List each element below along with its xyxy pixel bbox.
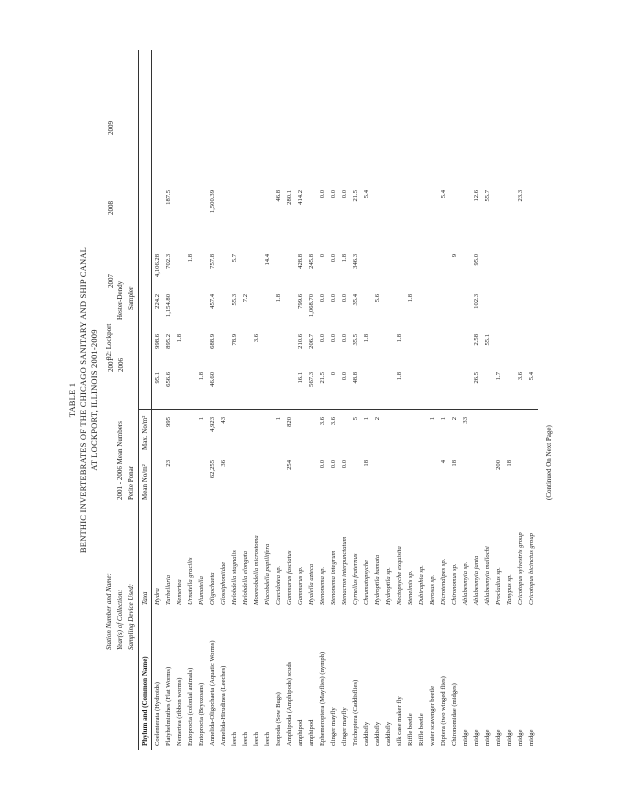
year-2006: 2006: [117, 358, 125, 372]
taxon-cell: Procladius sp.: [495, 567, 502, 605]
value-cell: 55.1: [484, 334, 491, 346]
phylum-cell: midge: [528, 729, 535, 746]
taxon-cell: Chironomus sp.: [451, 563, 458, 605]
phylum-cell: amphipod: [297, 719, 304, 746]
phylum-cell: Riffle beetle: [407, 713, 414, 746]
value-cell: 2: [451, 417, 458, 421]
taxon-cell: Ablabesmyia sp.: [462, 561, 469, 605]
mean-column-header: Mean No/m²: [141, 464, 149, 500]
value-cell: 5.4: [528, 372, 535, 381]
value-cell: 5.7: [231, 254, 238, 263]
mean-numbers-header: 2001 - 2006 Mean Numbers: [116, 421, 124, 500]
taxon-cell: Helobdella stagnalis: [231, 550, 238, 605]
value-cell: 95.0: [473, 254, 480, 266]
value-cell: 23: [165, 460, 172, 467]
phylum-cell: Isopoda (Sow Bugs): [275, 692, 282, 746]
taxon-cell: Plumatella: [198, 576, 205, 605]
value-cell: 1.8: [396, 372, 403, 381]
table-subtitle: AT LOCKPORT, ILLINOIS 2001-2009: [89, 329, 99, 471]
phylum-cell: clinger mayfly: [330, 707, 337, 746]
phylum-cell: silk case maker fly: [396, 696, 403, 746]
value-cell: 0.0: [330, 294, 337, 303]
value-cell: 1: [198, 417, 205, 421]
value-cell: 254: [286, 460, 293, 470]
taxon-cell: Gammarus sp.: [297, 566, 304, 605]
station-label: Station Number and Name:: [105, 573, 113, 650]
value-cell: 1.8: [396, 334, 403, 343]
header-rule: [138, 50, 139, 750]
value-cell: 1.8: [363, 334, 370, 343]
value-cell: 3.6: [319, 417, 326, 426]
value-cell: 102.3: [473, 294, 480, 309]
taxon-cell: Nectopsyche exquisita: [396, 546, 403, 605]
value-cell: 428.8: [297, 254, 304, 269]
taxon-cell: Cricotopus bicinctus group: [528, 533, 535, 605]
value-cell: 1: [363, 417, 370, 421]
value-cell: 95.1: [154, 372, 161, 384]
phylum-cell: leech: [253, 732, 260, 746]
taxon-cell: Tanypus sp.: [506, 574, 513, 605]
phylum-cell: leech: [264, 732, 271, 746]
phylum-cell: caddisfly: [374, 721, 381, 746]
table-title: BENTHIC INVERTEBRATES OF THE CHICAGO SANITARY AND SHIP CANAL: [78, 246, 88, 554]
value-cell: 1,500.39: [209, 190, 216, 214]
value-cell: 1,068.70: [308, 294, 315, 318]
value-cell: 4,923: [209, 417, 216, 432]
phylum-cell: Trichoptera (Caddisflies): [352, 679, 359, 746]
phylum-cell: caddisfly: [363, 721, 370, 746]
phylum-cell: Entoprocta (colonial animals): [187, 667, 194, 746]
phylum-cell: Annelida-Oligochaeta (Aquatic Worms): [209, 640, 216, 746]
value-cell: 48.8: [352, 372, 359, 384]
value-cell: 688.9: [209, 334, 216, 349]
sampler-header: Sampler: [127, 286, 135, 310]
taxon-cell: Dicrotendipes sp.: [440, 558, 447, 605]
value-cell: 1: [440, 417, 447, 421]
taxon-cell: Cricotopus sylvestris group: [517, 532, 524, 605]
taxa-column-header: Taxa: [141, 591, 149, 605]
value-cell: 1.8: [198, 372, 205, 381]
value-cell: 0.0: [319, 190, 326, 199]
continued-note: (Continued On Next Page): [545, 425, 553, 500]
value-cell: 414.2: [297, 190, 304, 205]
value-cell: 0.0: [319, 460, 326, 469]
value-cell: 14.4: [264, 254, 271, 266]
phylum-cell: clinger mayfly: [341, 707, 348, 746]
phylum-cell: Amphipoda (Amphipods) scuds: [286, 661, 293, 746]
value-cell: 21.5: [352, 190, 359, 202]
hester-dendy-header: Hester-Dendy: [116, 280, 124, 320]
value-cell: 0.0: [319, 334, 326, 343]
value-cell: 0.0: [330, 460, 337, 469]
value-cell: 55.7: [484, 190, 491, 202]
taxon-cell: Hydroptila hamata: [374, 554, 381, 605]
phylum-cell: Entoprocta (Bryozoans): [198, 682, 205, 746]
taxon-cell: Stenacron interpunctatum: [341, 536, 348, 605]
value-cell: 5: [352, 417, 359, 421]
value-cell: 1.7: [495, 372, 502, 381]
taxon-cell: Placobdella papillifera: [264, 543, 271, 605]
value-cell: 5.4: [363, 190, 370, 199]
phylum-cell: Platyhelminthes (Flat Worms): [165, 666, 172, 746]
taxon-cell: Nemertea: [176, 579, 183, 605]
phylum-cell: Riffle beetle: [418, 713, 425, 746]
value-cell: 35.5: [352, 334, 359, 346]
table-row: [527, 50, 539, 750]
phylum-cell: midge: [506, 729, 513, 746]
table-number: TABLE 1: [67, 382, 77, 418]
value-cell: 206.7: [308, 334, 315, 349]
value-cell: 200: [495, 460, 502, 470]
phylum-cell: caddisfly: [385, 721, 392, 746]
phylum-cell: Annelida-Hirudinea (Leeches): [220, 665, 227, 746]
phylum-cell: Nemertea (ribbon worms): [176, 677, 183, 746]
value-cell: 0.0: [330, 334, 337, 343]
value-cell: 995: [165, 417, 172, 427]
phylum-cell: water scavenger beetle: [429, 685, 436, 746]
value-cell: 0.0: [341, 372, 348, 381]
value-cell: 43: [220, 417, 227, 424]
value-cell: 1: [275, 417, 282, 421]
taxon-cell: Urnatella gracilis: [187, 557, 194, 605]
value-cell: 820: [286, 417, 293, 427]
max-column-header: Max. No/m²: [141, 415, 149, 450]
value-cell: 224.2: [154, 294, 161, 309]
value-cell: 245.8: [308, 254, 315, 269]
value-cell: 0.0: [341, 294, 348, 303]
value-cell: 18: [506, 460, 513, 467]
taxon-cell: Gammarus fasciatus: [286, 550, 293, 605]
value-cell: 210.6: [297, 334, 304, 349]
value-cell: 1.8: [275, 294, 282, 303]
taxon-cell: Mooreobdella microstoma: [253, 535, 260, 605]
value-cell: 1.8: [187, 254, 194, 263]
value-cell: 55.3: [231, 294, 238, 306]
phylum-cell: Ephemeroptera (Mayflies) (nymph): [319, 651, 326, 746]
phylum-cell: Coelenterata (Hydroids): [154, 682, 161, 746]
rotated-table-sheet: [49, 50, 569, 750]
taxon-cell: Ablabesmyia janta: [473, 555, 480, 605]
value-cell: 1.8: [407, 294, 414, 303]
value-cell: 1.8: [176, 334, 183, 343]
value-cell: 457.4: [209, 294, 216, 309]
phylum-cell: leech: [231, 732, 238, 746]
value-cell: 187.5: [165, 190, 172, 205]
value-cell: 3.6: [253, 334, 260, 343]
value-cell: 998.6: [154, 334, 161, 349]
phylum-cell: midge: [517, 729, 524, 746]
year-2001: 2001: [107, 358, 115, 372]
value-cell: 0.0: [341, 190, 348, 199]
phylum-cell: Diptera (two winged flies): [440, 676, 447, 746]
value-cell: 2.58: [473, 334, 480, 346]
device-label: Sampling Device Used:: [127, 583, 135, 650]
taxon-cell: Stenonema integrum: [330, 550, 337, 605]
taxon-cell: Stenonema sp.: [319, 566, 326, 605]
value-cell: 3.6: [517, 372, 524, 381]
value-cell: 567.3: [308, 372, 315, 387]
value-cell: 46.60: [209, 372, 216, 387]
taxon-cell: Berosus sp.: [429, 574, 436, 605]
value-cell: 18: [363, 460, 370, 467]
year-2008: 2008: [107, 201, 115, 215]
value-cell: 1,154.80: [165, 294, 172, 318]
column-header-rule: [151, 50, 152, 750]
years-label: Year(s) of Collection:: [116, 589, 124, 650]
value-cell: 46.8: [275, 190, 282, 202]
value-cell: 280.1: [286, 190, 293, 205]
value-cell: 36: [220, 460, 227, 467]
taxon-cell: Hydroptila sp.: [385, 567, 392, 605]
value-cell: 1: [429, 417, 436, 421]
taxon-cell: Hyalella azteca: [308, 563, 315, 605]
value-cell: 799.6: [297, 294, 304, 309]
phylum-cell: amphipod: [308, 719, 315, 746]
phylum-cell: midge: [473, 729, 480, 746]
value-cell: 35.4: [352, 294, 359, 306]
value-cell: 7.2: [242, 294, 249, 303]
phylum-cell: midge: [484, 729, 491, 746]
value-cell: 4,106.28: [154, 254, 161, 278]
taxon-cell: Stenelmis sp.: [407, 570, 414, 605]
value-cell: 0.0: [341, 334, 348, 343]
value-cell: 18: [451, 460, 458, 467]
taxon-cell: Helobdella elongata: [242, 550, 249, 605]
value-cell: 1.8: [341, 254, 348, 263]
value-cell: 0.0: [319, 294, 326, 303]
phylum-cell: midge: [462, 729, 469, 746]
value-cell: 21.5: [319, 372, 326, 384]
taxon-cell: Ablabesmyia mallochi: [484, 546, 491, 605]
value-cell: 0.0: [330, 254, 337, 263]
value-cell: 0: [330, 372, 337, 376]
phylum-cell: midge: [495, 729, 502, 746]
taxon-cell: Dubiraphia sp.: [418, 565, 425, 605]
value-cell: 0: [319, 254, 326, 258]
value-cell: 62,255: [209, 460, 216, 479]
taxon-cell: Cyrnellus fraternus: [352, 553, 359, 605]
value-cell: 33: [462, 417, 469, 424]
value-cell: 0.0: [341, 460, 348, 469]
year-2007: 2007: [107, 274, 115, 288]
taxon-cell: Caecidotea sp.: [275, 565, 282, 605]
value-cell: 12.6: [473, 190, 480, 202]
value-cell: 16.1: [297, 372, 304, 384]
value-cell: 3.6: [330, 417, 337, 426]
value-cell: 2: [374, 417, 381, 421]
value-cell: 702.3: [165, 254, 172, 269]
taxon-cell: Oligochaeta: [209, 572, 216, 605]
taxon-cell: Cheumatopsyche: [363, 559, 370, 605]
taxon-cell: Turbellaria: [165, 574, 172, 605]
value-cell: 26.5: [473, 372, 480, 384]
value-cell: 78.9: [231, 334, 238, 346]
value-cell: 23.3: [517, 190, 524, 202]
value-cell: 656.6: [165, 372, 172, 387]
value-cell: 5.6: [374, 294, 381, 303]
petite-ponar-header: Petite Ponar: [127, 465, 135, 500]
station-name: 92: Lockport: [105, 323, 113, 360]
phylum-cell: Chironomidae (midges): [451, 683, 458, 746]
phylum-cell: leech: [242, 732, 249, 746]
value-cell: 0.0: [330, 190, 337, 199]
taxon-cell: Glossiphoniidae: [220, 561, 227, 605]
phylum-column-header: Phylum and (Common Name): [141, 656, 149, 746]
value-cell: 4: [440, 460, 447, 464]
value-cell: 757.8: [209, 254, 216, 269]
value-cell: 5.4: [440, 190, 447, 199]
value-cell: 895.2: [165, 334, 172, 349]
value-cell: 346.3: [352, 254, 359, 269]
value-cell: 9: [451, 254, 458, 258]
year-2009: 2009: [107, 121, 115, 135]
taxon-cell: Hydra: [154, 588, 161, 605]
